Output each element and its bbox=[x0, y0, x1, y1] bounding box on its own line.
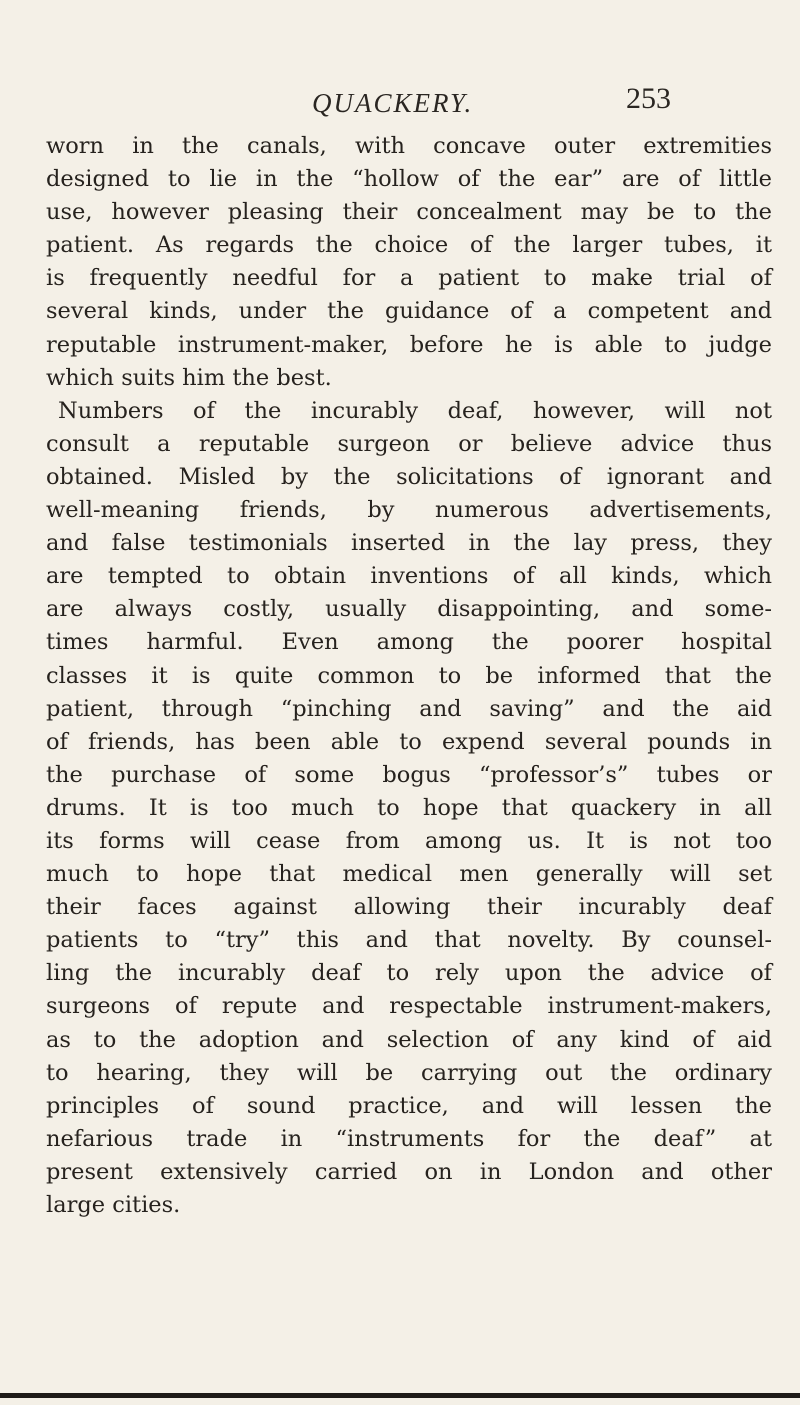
running-head: QUACKERY. bbox=[312, 88, 474, 118]
text-line: are always costly, usually disappointing, and some- bbox=[46, 596, 772, 623]
text-line: and false testimonials inserted in the lay press, they bbox=[46, 530, 772, 557]
text-line: well-meaning friends, by numerous advertisements, bbox=[46, 497, 772, 524]
text-line: present extensively carried on in London and other bbox=[46, 1158, 772, 1185]
text-line: the purchase of some bogus “professor’s” tubes or bbox=[46, 761, 772, 788]
text-line: use, however pleasing their concealment may be to the bbox=[46, 199, 772, 226]
text-line: ling the incurably deaf to rely upon the advice of bbox=[46, 960, 772, 987]
text-line: which suits him the best. bbox=[46, 364, 332, 391]
text-line: surgeons of repute and respectable instrument-makers, bbox=[46, 993, 772, 1020]
text-line: to hearing, they will be carrying out the ordinary bbox=[46, 1059, 772, 1086]
text-line: its forms will cease from among us. It is not too bbox=[46, 827, 772, 854]
text-line: times harmful. Even among the poorer hospital bbox=[46, 629, 772, 656]
text-line: as to the adoption and selection of any kind of aid bbox=[46, 1026, 772, 1053]
text-line: consult a reputable surgeon or believe advice thus bbox=[46, 430, 772, 457]
text-line: classes it is quite common to be informed that the bbox=[46, 662, 772, 689]
text-line: are tempted to obtain inventions of all kinds, which bbox=[46, 563, 772, 590]
text-line: their faces against allowing their incurably deaf bbox=[46, 894, 772, 921]
text-line: large cities. bbox=[46, 1192, 181, 1218]
text-line: of friends, has been able to expend several pounds in bbox=[46, 728, 772, 755]
text-line: reputable instrument-maker, before he is able to judge bbox=[46, 331, 772, 358]
text-line: nefarious trade in “instruments for the deaf” at bbox=[46, 1125, 772, 1152]
page-number: 253 bbox=[626, 82, 671, 115]
body-text bbox=[46, 130, 772, 1222]
text-line: designed to lie in the “hollow of the ear” are of little bbox=[46, 166, 772, 193]
text-line: worn in the canals, with concave outer extremities bbox=[46, 133, 772, 159]
text-line: obtained. Misled by the solicitations of ignorant and bbox=[46, 463, 772, 490]
text-line: is frequently needful for a patient to make trial of bbox=[46, 265, 772, 292]
text-line: several kinds, under the guidance of a competent and bbox=[46, 298, 772, 325]
text-line: Numbers of the incurably deaf, however, will not bbox=[58, 397, 772, 424]
text-line: patient. As regards the choice of the larger tubes, it bbox=[46, 232, 772, 259]
text-line: drums. It is too much to hope that quackery in all bbox=[46, 794, 772, 821]
text-line: patients to “try” this and that novelty. By counsel- bbox=[46, 927, 772, 954]
text-line: principles of sound practice, and will lessen the bbox=[46, 1092, 772, 1119]
text-line: patient, through “pinching and saving” and the aid bbox=[46, 695, 772, 722]
text-line: much to hope that medical men generally will set bbox=[46, 861, 772, 888]
bottom-edge-rule bbox=[0, 1393, 800, 1398]
